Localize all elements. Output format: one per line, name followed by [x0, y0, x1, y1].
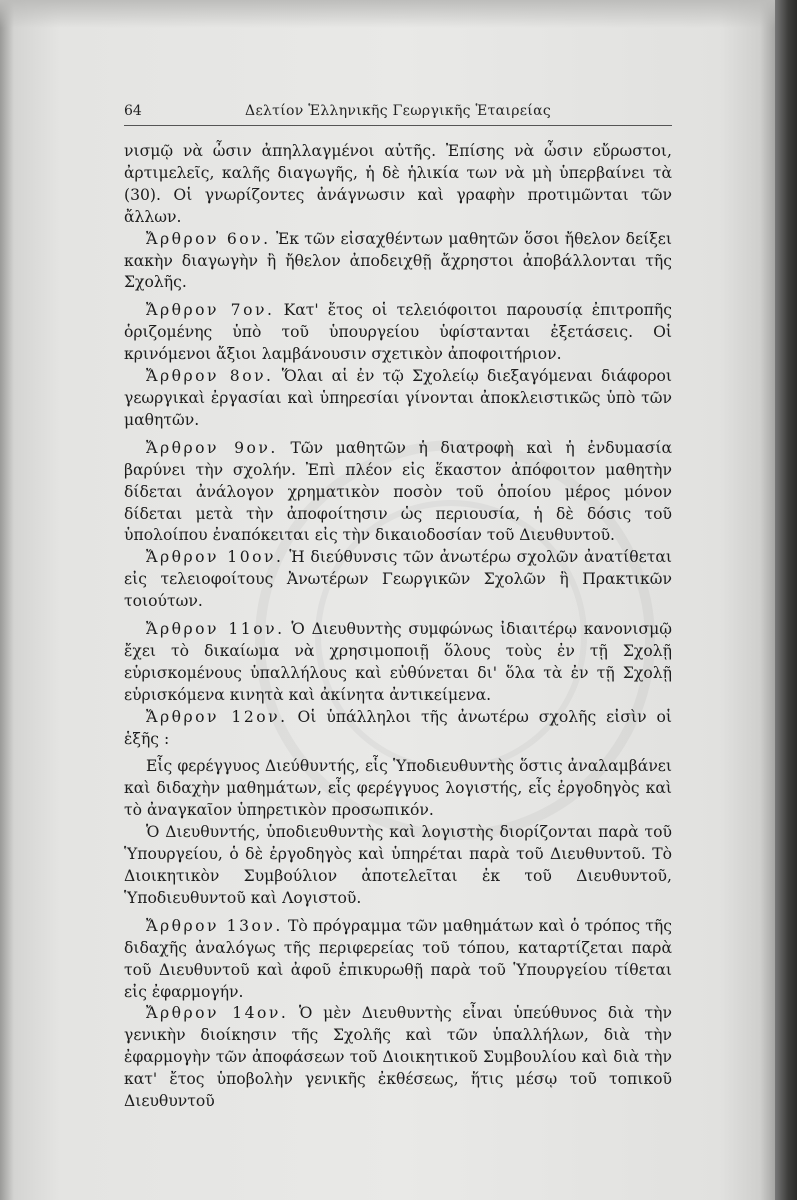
paragraph-label: Ἄρθρον 9ον.	[146, 438, 278, 457]
book-binding-edge	[775, 0, 797, 1200]
paragraph-label: Ἄρθρον 10ον.	[146, 548, 284, 567]
paragraph-label: Ἄρθρον 13ον.	[146, 916, 283, 935]
paragraph-text: Ὁ μὲν Διευθυντὴς εἶναι ὑπεύθυνος διὰ τὴν γενικὴν διοίκησιν τῆς Σχολῆς καὶ τῶν ὑπαλλήλων, διὰ τὴν ἐφαρμογὴν τῶν ἀποφάσεων τοῦ Διοικητικοῦ Συμβουλίου καὶ διὰ τὴν κατ' ἔτος ὑποβολὴν γενικῆς ἐκθέσεως, ἥτις μέσῳ τοῦ τοπικοῦ Διευθυντοῦ	[124, 1004, 672, 1111]
paragraph	[124, 707, 672, 751]
paragraph	[124, 438, 672, 548]
paragraph-text: Ὁ Διευθυντὴς συμφώνως ἰδιαιτέρῳ κανονισμῷ ἔχει τὸ δικαίωμα νὰ χρησιμοποιῇ ὅλους τοὺς ἐν τῇ Σχολῇ εὑρισκομένους ὑπαλλήλους καὶ εὐθύνεται δι' ὅλα τὰ ἐν τῇ Σχολῇ εὑρισκόμενα κινητὰ καὶ ἀκίνητα ἀντικείμενα.	[124, 620, 672, 704]
paragraph	[124, 1003, 672, 1113]
paragraph-text: Ἡ διεύθυνσις τῶν ἀνωτέρω σχολῶν ἀνατίθεται εἰς τελειοφοίτους Ἀνωτέρων Γεωργικῶν Σχολῶν ἢ Πρακτικῶν τοιούτων.	[124, 548, 672, 611]
paragraph-label: Ἄρθρον 7ον.	[146, 301, 275, 320]
running-head: Δελτίον Ἑλληνικῆς Γεωργικῆς Ἑταιρείας	[245, 103, 551, 119]
paragraph	[124, 756, 672, 822]
paragraph	[124, 547, 672, 613]
paragraph-text: Κατ' ἔτος οἱ τελειόφοιτοι παρουσίᾳ ἐπιτροπῆς ὁριζομένης ὑπὸ τοῦ ὑπουργείου ὑφίστανται ἐξετάσεις. Οἱ κρινόμενοι ἄξιοι λαμβάνουσιν σχετικὸν ἀποφοιτήριον.	[124, 301, 672, 364]
article-body	[124, 141, 672, 1113]
paragraph	[124, 916, 672, 1004]
paragraph-text: Οἱ ὑπάλληλοι τῆς ἀνωτέρω σχολῆς εἰσὶν οἱ ἑξῆς :	[124, 707, 672, 748]
page-header	[124, 103, 672, 126]
paragraph-label: Ἄρθρον 11ον.	[146, 620, 285, 639]
paragraph-text: νισμῷ νὰ ὦσιν ἀπηλλαγμένοι αὐτῆς. Ἐπίσης νὰ ὦσιν εὔρωστοι, ἀρτιμελεῖς, καλῆς διαγωγῆς, ἡ δὲ ἡλικία των νὰ μὴ ὑπερβαίνει τὰ (30). Οἱ γνωρίζοντες ἀνάγνωσιν καὶ γραφὴν προτιμῶνται τῶν ἄλλων.	[124, 142, 672, 226]
paragraph	[124, 300, 672, 366]
paragraph	[124, 229, 672, 295]
paragraph	[124, 822, 672, 910]
paragraph-text: Ὁ Διευθυντής, ὑποδιευθυντὴς καὶ λογιστὴς διορίζονται παρὰ τοῦ Ὑπουργείου, ὁ δὲ ἐργοδηγὸς καὶ ὑπηρέται παρὰ τοῦ Διευθυντοῦ. Τὸ Διοικητικὸν Συμβούλιον ἀποτελεῖται ἐκ τοῦ Διευθυντοῦ, Ὑποδιευθυντοῦ καὶ Λογιστοῦ.	[124, 823, 672, 907]
page-number: 64	[124, 103, 142, 119]
paragraph-text: Τῶν μαθητῶν ἡ διατροφὴ καὶ ἡ ἐνδυμασία βαρύνει τὴν σχολήν. Ἐπὶ πλέον εἰς ἕκαστον ἀπόφοιτον μαθητὴν δίδεται ἀνάλογον χρηματικὸν ποσὸν τοῦ ὁποίου μέρος μόνον δίδεται μετὰ τὴν ἀποφοίτησιν ὡς περιουσία, ἡ δὲ δόσις τοῦ ὑπολοίπου ἐναπόκειται εἰς τὴν δικαιοδοσίαν τοῦ Διευθυντοῦ.	[124, 438, 672, 545]
paragraph	[124, 141, 672, 229]
paragraph	[124, 366, 672, 432]
paragraph-label: Ἄρθρον 12ον.	[146, 707, 288, 726]
paragraph-label: Ἄρθρον 8ον.	[146, 367, 274, 386]
paragraph-label: Ἄρθρον 14ον.	[146, 1004, 289, 1023]
paragraph	[124, 619, 672, 707]
paragraph-text: Εἷς φερέγγυος Διεύθυντής, εἷς Ὑποδιευθυντὴς ὅστις ἀναλαμβάνει καὶ διδαχὴν μαθημάτων, εἷς φερέγγυος λογιστής, εἷς ἐργοδηγὸς καὶ τὸ ἀναγκαῖον ὑπηρετικὸν προσωπικόν.	[124, 757, 672, 820]
page-top-shadow	[0, 0, 797, 28]
paragraph-label: Ἄρθρον 6ον.	[146, 229, 271, 248]
paragraph-text: Ἐκ τῶν εἰσαχθέντων μαθητῶν ὅσοι ἤθελον δείξει κακὴν διαγωγὴν ἢ ἤθελον ἀποδειχθῇ ἄχρηστοι ἀποβάλλονται τῆς Σχολῆς.	[124, 229, 672, 292]
paragraph-text: Τὸ πρόγραμμα τῶν μαθημάτων καὶ ὁ τρόπος τῆς διδαχῆς ἀναλόγως τῆς περιφερείας τοῦ τόπου, καταρτίζεται παρὰ τοῦ Διευθυντοῦ καὶ ἀφοῦ ἐπικυρωθῇ παρὰ τοῦ Ὑπουργείου τίθεται εἰς ἐφαρμογήν.	[124, 916, 672, 1001]
paragraph-text: Ὅλαι αἱ ἐν τῷ Σχολείῳ διεξαγόμεναι διάφοροι γεωργικαὶ ἐργασίαι καὶ ὑπηρεσίαι γίνονται ἀποκλειστικῶς ὑπὸ τῶν μαθητῶν.	[124, 367, 672, 429]
